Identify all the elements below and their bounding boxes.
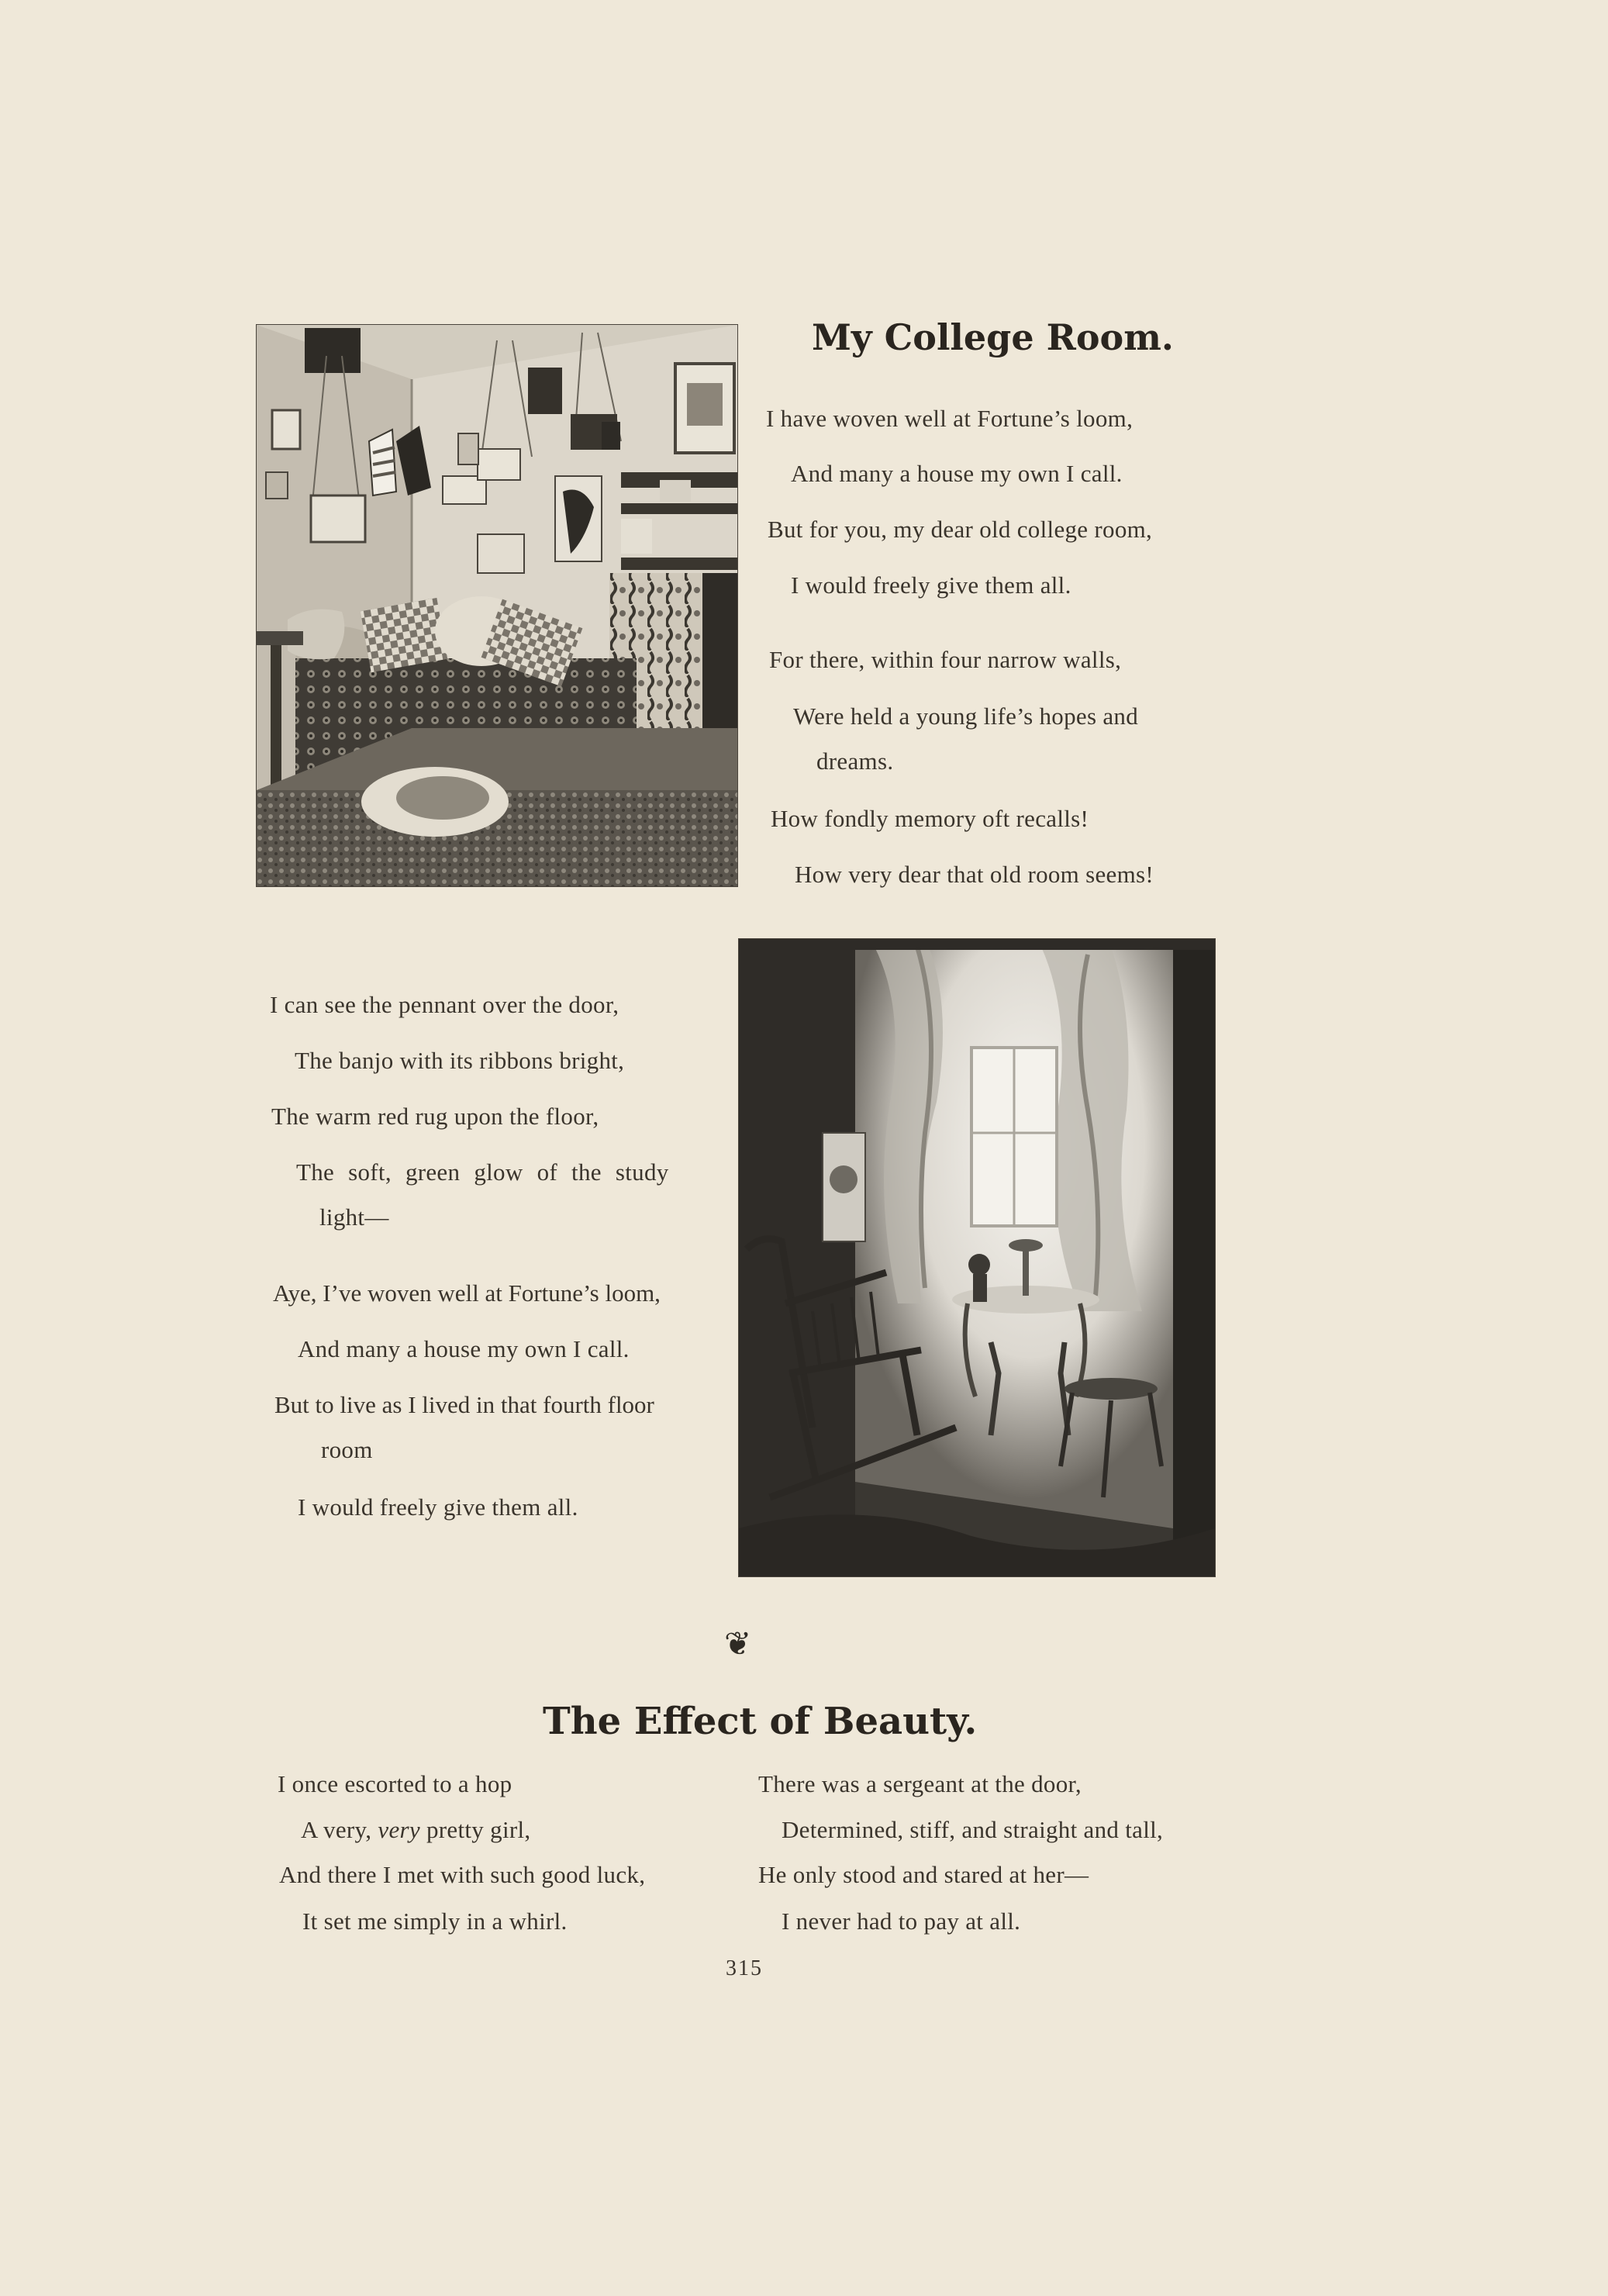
poem-title-effect-of-beauty: The Effect of Beauty. xyxy=(543,1700,978,1743)
poem-line: And there I met with such good luck, xyxy=(279,1861,646,1888)
poem-line: Aye, I’ve woven well at Fortune’s loom, xyxy=(273,1279,661,1307)
poem-line: I would freely give them all. xyxy=(791,571,1071,599)
rocking-chair-window-photo-icon xyxy=(739,939,1215,1576)
window-room-photo xyxy=(738,938,1216,1577)
poem-line: There was a sergeant at the door, xyxy=(758,1770,1082,1797)
poem-line: But for you, my dear old college room, xyxy=(768,516,1153,543)
poem-line: dreams. xyxy=(816,747,894,775)
poem-line: For there, within four narrow walls, xyxy=(769,646,1122,673)
dorm-room-photo-icon xyxy=(257,325,737,886)
poem-line: The warm red rug upon the floor, xyxy=(271,1103,599,1130)
emphasis: very xyxy=(378,1816,420,1843)
poem-line: And many a house my own I call. xyxy=(791,460,1123,487)
poem-line: I can see the pennant over the door, xyxy=(270,991,619,1018)
poem-line: But to live as I lived in that fourth floor xyxy=(274,1391,654,1418)
poem-line: I never had to pay at all. xyxy=(782,1908,1021,1935)
poem-line: The banjo with its ribbons bright, xyxy=(295,1047,625,1074)
poem-line: Were held a young life’s hopes and xyxy=(793,703,1139,730)
fleuron-ornament-icon: ❦ xyxy=(724,1627,752,1662)
poem-line: I have woven well at Fortune’s loom, xyxy=(766,405,1134,432)
poem-title-my-college-room: My College Room. xyxy=(812,316,1174,358)
poem-line: room xyxy=(321,1436,373,1463)
poem-line: The soft, green glow of the study xyxy=(296,1158,669,1186)
poem-line: How very dear that old room seems! xyxy=(795,861,1154,888)
poem-line: It set me simply in a whirl. xyxy=(302,1908,568,1935)
poem-line: Determined, stiff, and straight and tall, xyxy=(782,1816,1164,1843)
poem-line: And many a house my own I call. xyxy=(298,1335,630,1362)
poem-line: He only stood and stared at her— xyxy=(758,1861,1089,1888)
poem-line: light— xyxy=(319,1203,389,1231)
page-number: 315 xyxy=(726,1956,763,1980)
college-room-photo xyxy=(256,324,738,887)
poem-line: How fondly memory oft recalls! xyxy=(771,805,1089,832)
poem-line: I once escorted to a hop xyxy=(278,1770,512,1797)
poem-line: A very, very pretty girl, xyxy=(301,1816,531,1843)
poem-line: I would freely give them all. xyxy=(298,1493,578,1521)
